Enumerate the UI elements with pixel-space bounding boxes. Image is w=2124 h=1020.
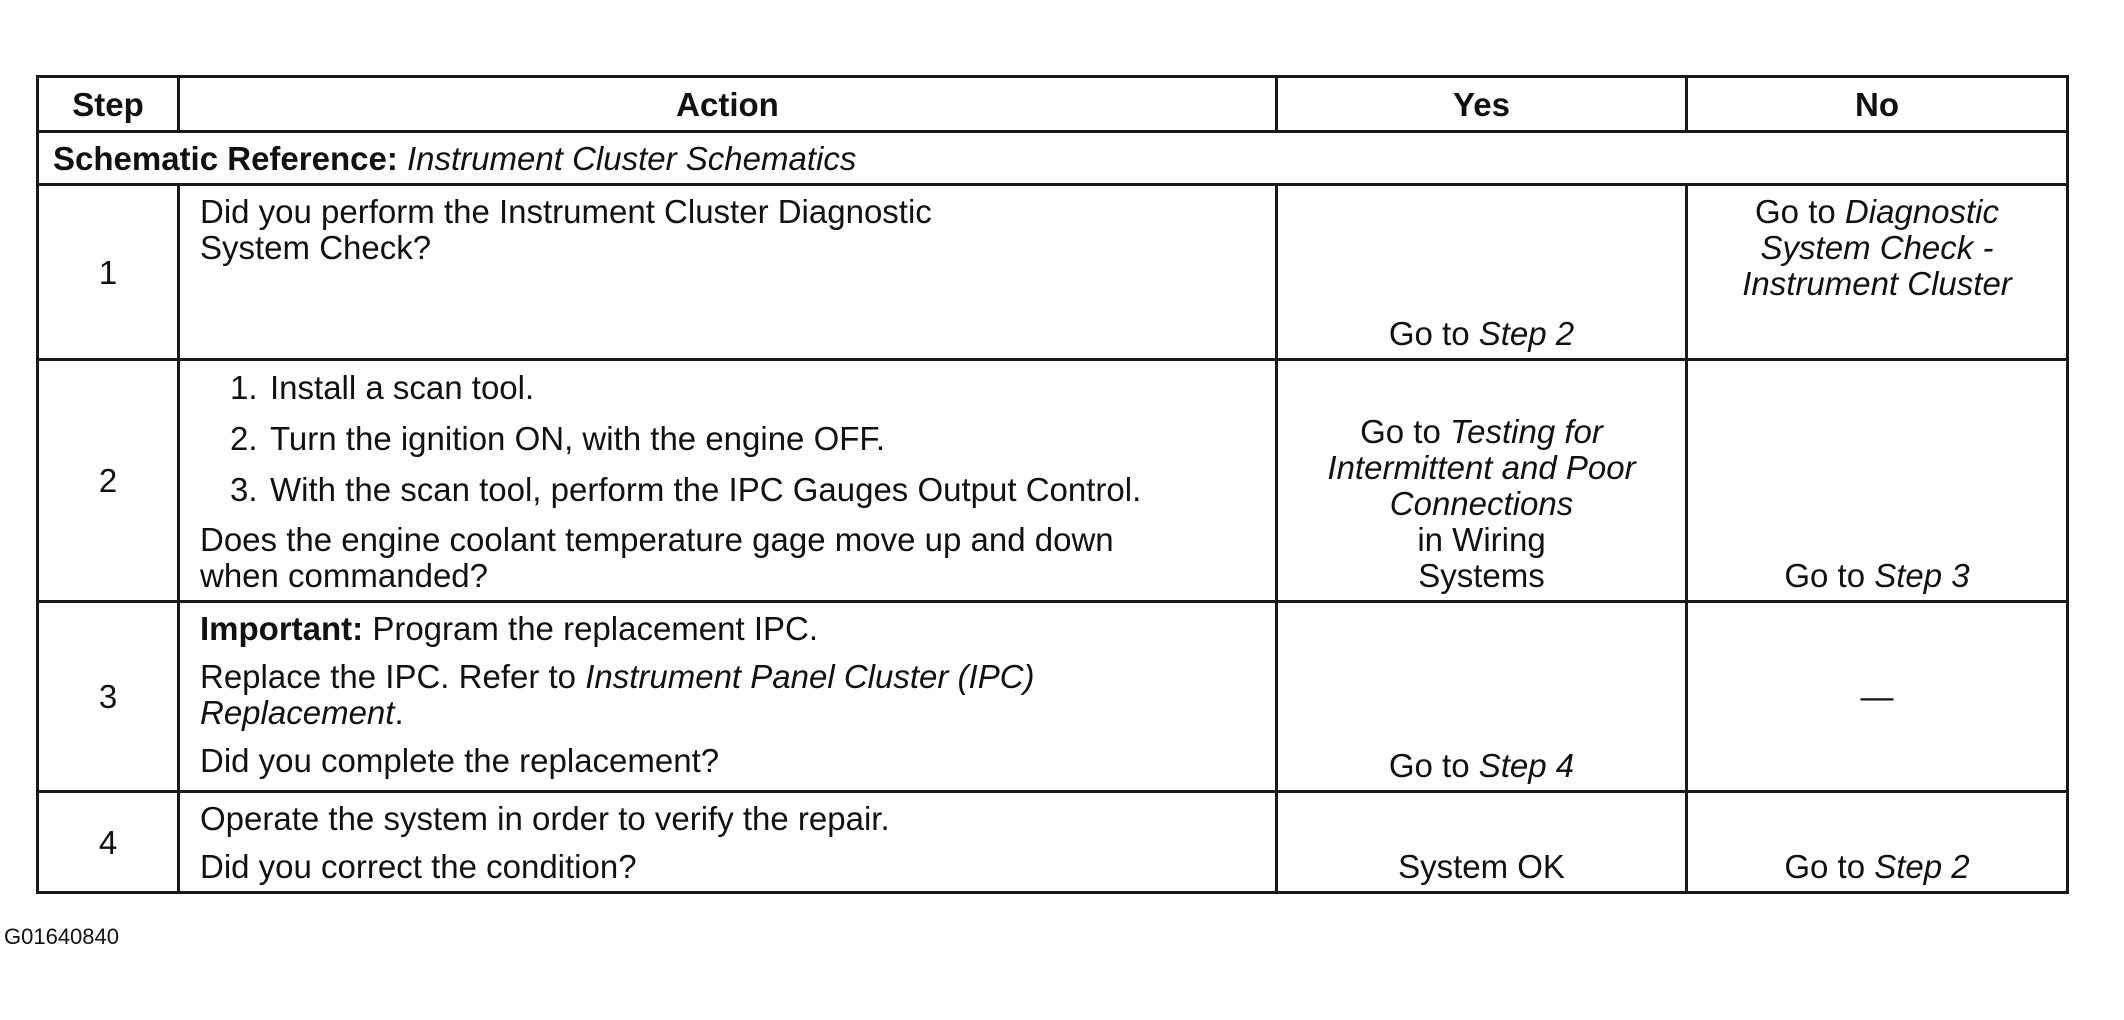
yes-cell xyxy=(1277,360,1687,602)
yes-cell xyxy=(1277,185,1687,360)
action-text: System Check? xyxy=(200,229,432,266)
schematic-reference xyxy=(38,132,2068,185)
important-text: Program the replacement IPC. xyxy=(372,610,819,647)
header-action: Action xyxy=(179,77,1277,132)
action-text: Operate the system in order to verify the repair. xyxy=(200,800,890,837)
list-text: With the scan tool, perform the IPC Gauges Output Control. xyxy=(270,471,1142,508)
replace-ref: Replacement xyxy=(200,694,395,731)
figure-id: G01640840 xyxy=(4,924,119,949)
list-text: Turn the ignition ON, with the engine OFF. xyxy=(270,420,886,457)
yes-suffix: Systems xyxy=(1418,557,1545,594)
list-number: 3. xyxy=(230,471,258,508)
question-text: Did you complete the replacement? xyxy=(200,742,720,779)
list-item xyxy=(200,420,1261,457)
list-number: 2. xyxy=(230,420,258,457)
yes-ref: Testing for xyxy=(1450,413,1603,450)
yes-step-ref: Step 4 xyxy=(1478,747,1575,784)
no-ref: Instrument Cluster xyxy=(1742,265,2012,302)
list-item xyxy=(200,471,1261,508)
replace-instruction-cont xyxy=(200,695,1261,731)
no-step-ref: Step 2 xyxy=(1874,848,1970,885)
action-cell xyxy=(179,360,1277,602)
action-steps-list xyxy=(200,369,1261,508)
replace-period: . xyxy=(394,694,404,731)
no-prefix: Go to xyxy=(1784,848,1866,885)
no-dash: — xyxy=(1860,678,1894,715)
question-text: Did you correct the condition? xyxy=(200,848,637,885)
step-number: 2 xyxy=(38,360,179,602)
yes-ref: Connections xyxy=(1389,485,1574,522)
yes-line xyxy=(1278,414,1685,450)
no-cell xyxy=(1687,792,2068,893)
action-cell xyxy=(179,792,1277,893)
step-number: 3 xyxy=(38,602,179,792)
yes-prefix: Go to xyxy=(1388,747,1470,784)
replace-text: Replace the IPC. Refer to xyxy=(200,658,577,695)
replace-instruction xyxy=(200,659,1261,695)
yes-cell: System OK xyxy=(1277,792,1687,893)
action-text: Did you perform the Instrument Cluster Diagnostic xyxy=(200,193,932,230)
important-label: Important: xyxy=(200,610,364,647)
schematic-reference-row xyxy=(38,132,2068,185)
important-note xyxy=(200,611,1261,647)
table-row xyxy=(38,360,2068,602)
header-yes: Yes xyxy=(1277,77,1687,132)
no-ref: Diagnostic xyxy=(1844,193,1999,230)
schematic-label: Schematic Reference: xyxy=(53,139,398,177)
table-row xyxy=(38,602,2068,792)
yes-cell xyxy=(1277,602,1687,792)
list-number: 1. xyxy=(230,369,258,406)
step-number: 4 xyxy=(38,792,179,893)
no-step-ref: Step 3 xyxy=(1874,557,1970,594)
yes-prefix: Go to xyxy=(1388,315,1470,352)
no-cell xyxy=(1687,602,2068,792)
no-line xyxy=(1688,194,2066,230)
no-cell xyxy=(1687,360,2068,602)
step-number: 1 xyxy=(38,185,179,360)
header-no: No xyxy=(1687,77,2068,132)
table-row xyxy=(38,792,2068,893)
action-cell xyxy=(179,602,1277,792)
table-header-row xyxy=(38,77,2068,132)
list-item xyxy=(200,369,1261,406)
schematic-link: Instrument Cluster Schematics xyxy=(407,139,857,177)
yes-prefix: Go to xyxy=(1360,413,1441,450)
yes-step-ref: Step 2 xyxy=(1478,315,1575,352)
no-prefix: Go to xyxy=(1784,557,1866,594)
yes-suffix: in Wiring xyxy=(1417,521,1546,558)
no-prefix: Go to xyxy=(1755,193,1836,230)
yes-ref: Intermittent and Poor xyxy=(1327,449,1636,486)
no-cell xyxy=(1687,185,2068,360)
question-text: when commanded? xyxy=(200,557,489,594)
table-row xyxy=(38,185,2068,360)
question-text: Does the engine coolant temperature gage move up and down xyxy=(200,521,1114,558)
diagnostic-table xyxy=(36,75,2069,894)
list-text: Install a scan tool. xyxy=(270,369,535,406)
replace-ref: Instrument Panel Cluster (IPC) xyxy=(585,658,1035,695)
no-ref: System Check - xyxy=(1760,229,1994,266)
header-step: Step xyxy=(38,77,179,132)
action-cell xyxy=(179,185,1277,360)
